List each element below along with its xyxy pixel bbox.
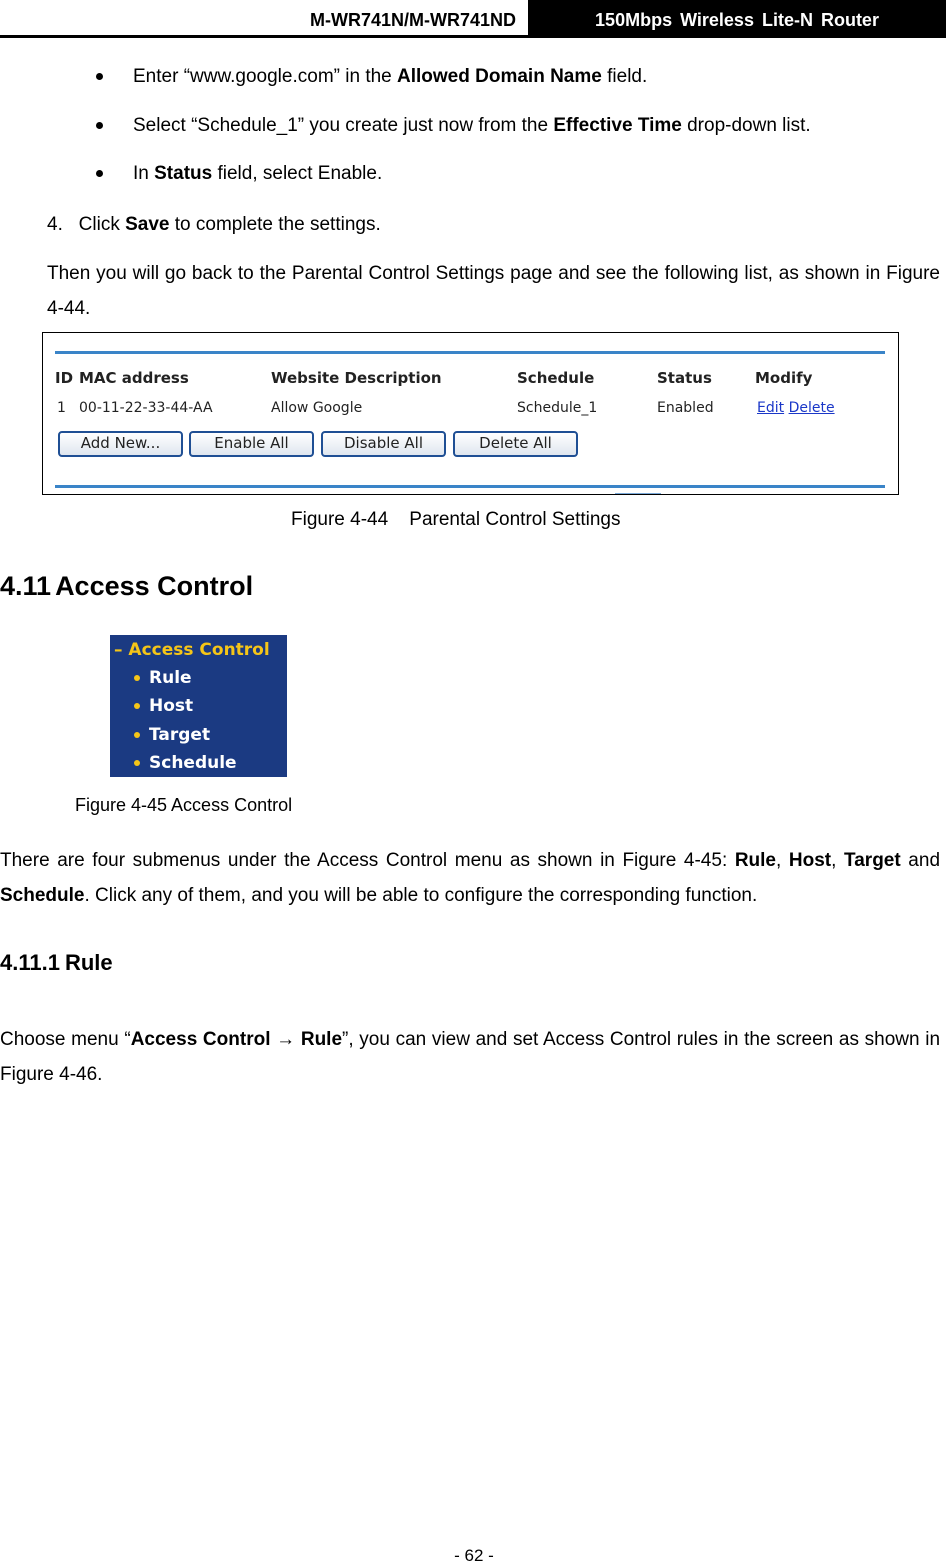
bullet-dot xyxy=(96,170,103,177)
row-modify xyxy=(757,400,835,416)
enable-all-button[interactable]: Enable All xyxy=(189,431,314,457)
bullet-item: In Status field, select Enable. xyxy=(133,163,383,184)
bullet-icon xyxy=(134,703,140,709)
bullet-dot xyxy=(96,122,103,129)
body-paragraph: There are four submenus under the Access Control menu as shown in Figure 4-45: Rule, Host, Target and Schedule. Click any of them, and you will be able to configure the corresponding function. xyxy=(0,850,941,906)
col-header-modify: Modify xyxy=(755,369,813,387)
row-status: Enabled xyxy=(657,400,714,416)
scroll-edge xyxy=(615,493,661,494)
access-control-menu xyxy=(110,635,287,777)
edit-link[interactable]: Edit xyxy=(757,400,785,416)
header-product: 150Mbps Wireless Lite-N Router xyxy=(528,0,946,38)
disable-all-button[interactable]: Disable All xyxy=(321,431,446,457)
menu-item-host[interactable]: Host xyxy=(134,696,193,716)
parental-control-screenshot xyxy=(42,332,899,495)
col-header-id: ID xyxy=(55,369,74,387)
bottom-divider xyxy=(55,485,885,488)
bullet-icon xyxy=(134,675,140,681)
figure-caption: Figure 4-44 Parental Control Settings xyxy=(291,509,621,530)
menu-item-target[interactable]: Target xyxy=(134,725,210,745)
menu-item-rule[interactable]: Rule xyxy=(134,668,192,688)
bullet-item: Select “Schedule_1” you create just now from the Effective Time drop-down list. xyxy=(133,115,811,136)
figure-caption: Figure 4-45 Access Control xyxy=(75,795,293,815)
body-paragraph: Then you will go back to the Parental Control Settings page and see the following list, as shown in Figure 4-44. xyxy=(47,263,940,319)
bullet-icon xyxy=(134,760,140,766)
col-header-status: Status xyxy=(657,369,712,387)
row-mac: 00-11-22-33-44-AA xyxy=(79,400,213,416)
col-header-description: Website Description xyxy=(271,369,442,387)
body-paragraph: Choose menu “Access Control → Rule”, you can view and set Access Control rules in the screen as shown in Figure 4-46. xyxy=(0,1029,941,1085)
row-description: Allow Google xyxy=(271,400,363,416)
top-divider xyxy=(55,351,885,354)
bullet-dot xyxy=(96,73,103,80)
delete-link[interactable]: Delete xyxy=(788,400,835,416)
delete-all-button[interactable]: Delete All xyxy=(453,431,578,457)
row-schedule: Schedule_1 xyxy=(517,400,598,416)
menu-title[interactable]: – Access Control xyxy=(114,640,270,660)
menu-item-schedule[interactable]: Schedule xyxy=(134,753,237,773)
add-new-button[interactable]: Add New... xyxy=(58,431,183,457)
step-item: 4. Click Save to complete the settings. xyxy=(47,214,381,235)
subsection-heading: 4.11.1 Rule xyxy=(0,950,113,975)
col-header-mac: MAC address xyxy=(79,369,189,387)
header-model: M-WR741N/M-WR741ND xyxy=(0,0,528,38)
page-number: - 62 - xyxy=(454,1546,494,1565)
page-header xyxy=(0,0,948,40)
bullet-item: Enter “www.google.com” in the Allowed Domain Name field. xyxy=(133,66,648,87)
section-heading: 4.11 Access Control xyxy=(0,571,254,601)
bullet-icon xyxy=(134,732,140,738)
col-header-schedule: Schedule xyxy=(517,369,595,387)
row-id: 1 xyxy=(57,400,66,416)
